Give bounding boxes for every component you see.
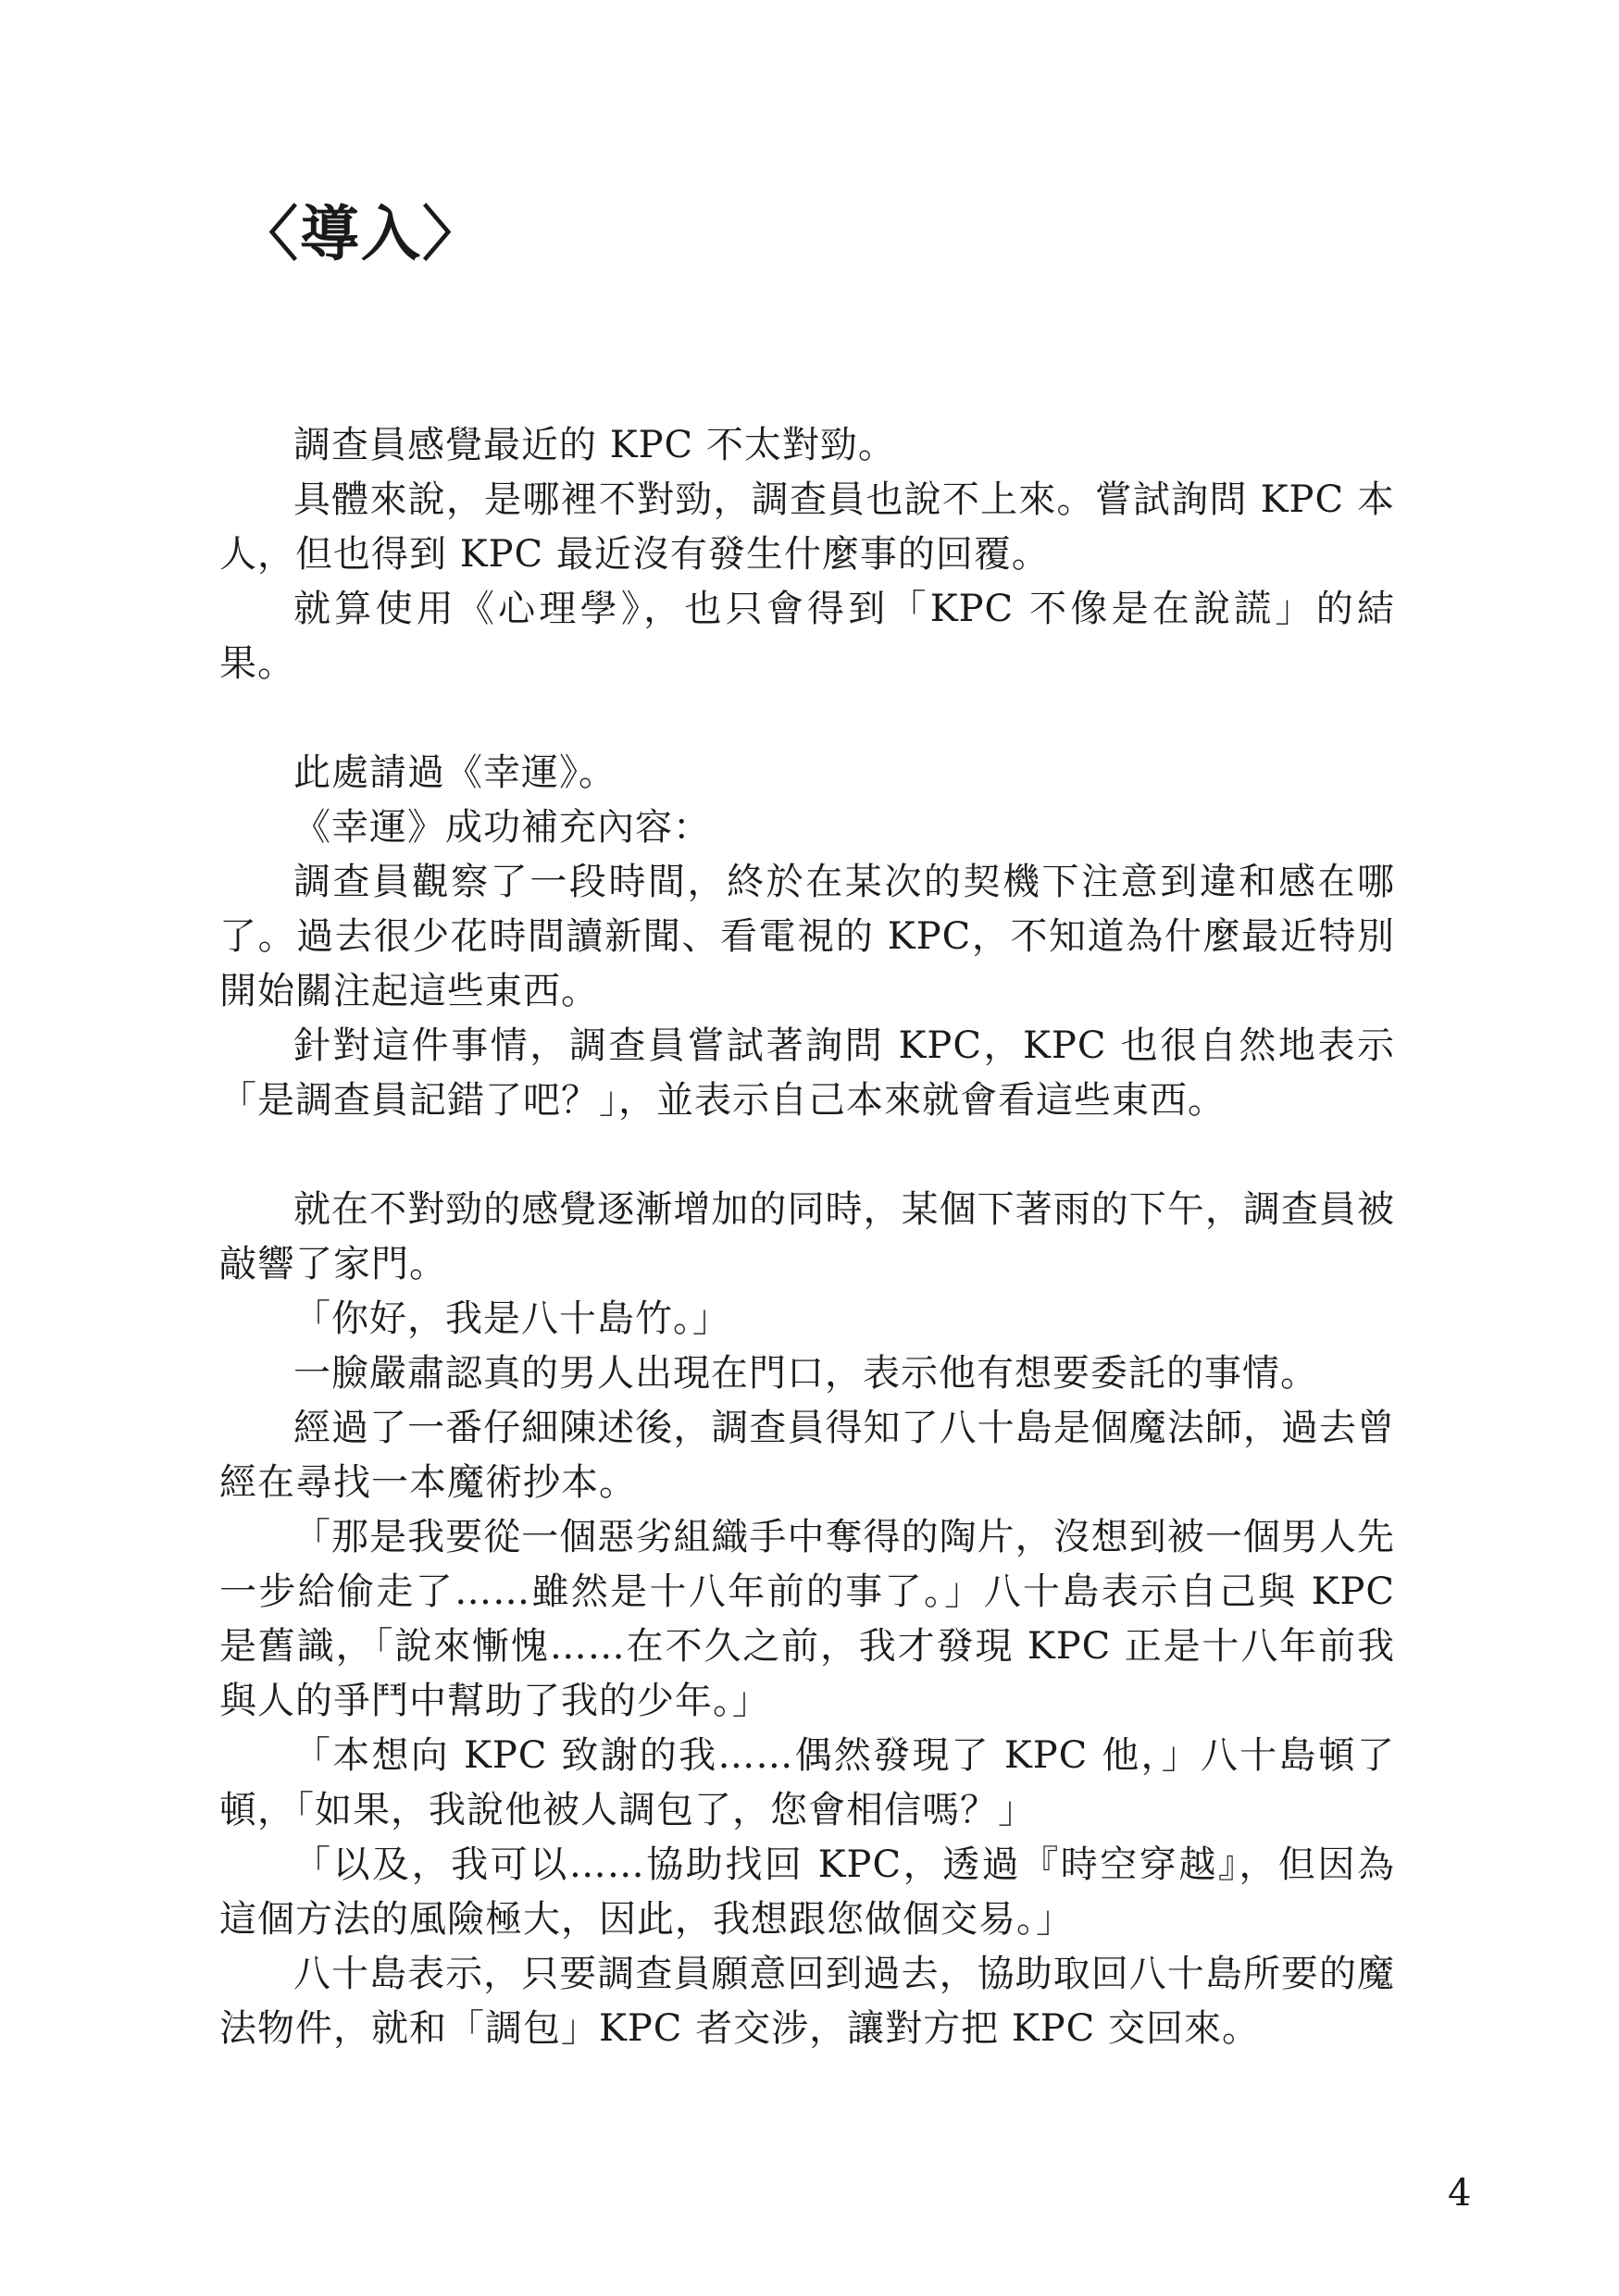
paragraph: 經過了一番仔細陳述後，調查員得知了八十島是個魔法師，過去曾經在尋找一本魔術抄本。: [219, 1407, 1395, 1504]
paragraph: 此處請過《幸運》。: [293, 751, 616, 794]
paragraph: 「那是我要從一個惡劣組織手中奪得的陶片，沒想到被一個男人先一步給偷走了……雖然是十八年前的事了。」八十島表示自己與 KPC 是舊識，「說來慚愧……在不久之前，我才發現 KPC 正是十八年前我與人的爭鬥中幫助了我的少年。」: [219, 1516, 1395, 1722]
paragraph: 「本想向 KPC 致謝的我……偶然發現了 KPC 他，」八十島頓了頓，「如果，我說他被人調包了，您會相信嗎？」: [219, 1734, 1395, 1831]
paragraph: 就算使用《心理學》，也只會得到「KPC 不像是在說謊」的結果。: [219, 588, 1395, 685]
paragraph: 具體來說，是哪裡不對勁，調查員也說不上來。嘗試詢問 KPC 本人，但也得到 KPC 最近沒有發生什麼事的回覆。: [219, 478, 1395, 576]
paragraph: 《幸運》成功補充內容：: [293, 806, 711, 849]
paragraph: 調查員感覺最近的 KPC 不太對勁。: [293, 424, 896, 466]
page-title: 〈導入〉: [239, 200, 483, 269]
paragraph: 一臉嚴肅認真的男人出現在門口，表示他有想要委託的事情。: [293, 1352, 1318, 1395]
paragraph-gap: [219, 1128, 1395, 1183]
paragraph-gap: [219, 691, 1395, 746]
body-text: [219, 418, 1395, 2056]
paragraph: 「以及，我可以……協助找回 KPC，透過『時空穿越』，但因為這個方法的風險極大，因此，我想跟您做個交易。」: [219, 1843, 1395, 1941]
paragraph: 調查員觀察了一段時間，終於在某次的契機下注意到違和感在哪了。過去很少花時間讀新聞、看電視的 KPC，不知道為什麼最近特別開始關注起這些東西。: [219, 861, 1395, 1012]
paragraph: 八十島表示，只要調查員願意回到過去，協助取回八十島所要的魔法物件，就和「調包」KPC 者交涉，讓對方把 KPC 交回來。: [219, 1953, 1395, 2050]
page-number: 4: [1448, 2172, 1472, 2215]
paragraph: 就在不對勁的感覺逐漸增加的同時，某個下著雨的下午，調查員被敲響了家門。: [219, 1188, 1395, 1285]
paragraph: 「你好，我是八十島竹。」: [293, 1297, 730, 1340]
paragraph: 針對這件事情，調查員嘗試著詢問 KPC，KPC 也很自然地表示「是調查員記錯了吧？」，並表示自己本來就會看這些東西。: [219, 1024, 1395, 1122]
